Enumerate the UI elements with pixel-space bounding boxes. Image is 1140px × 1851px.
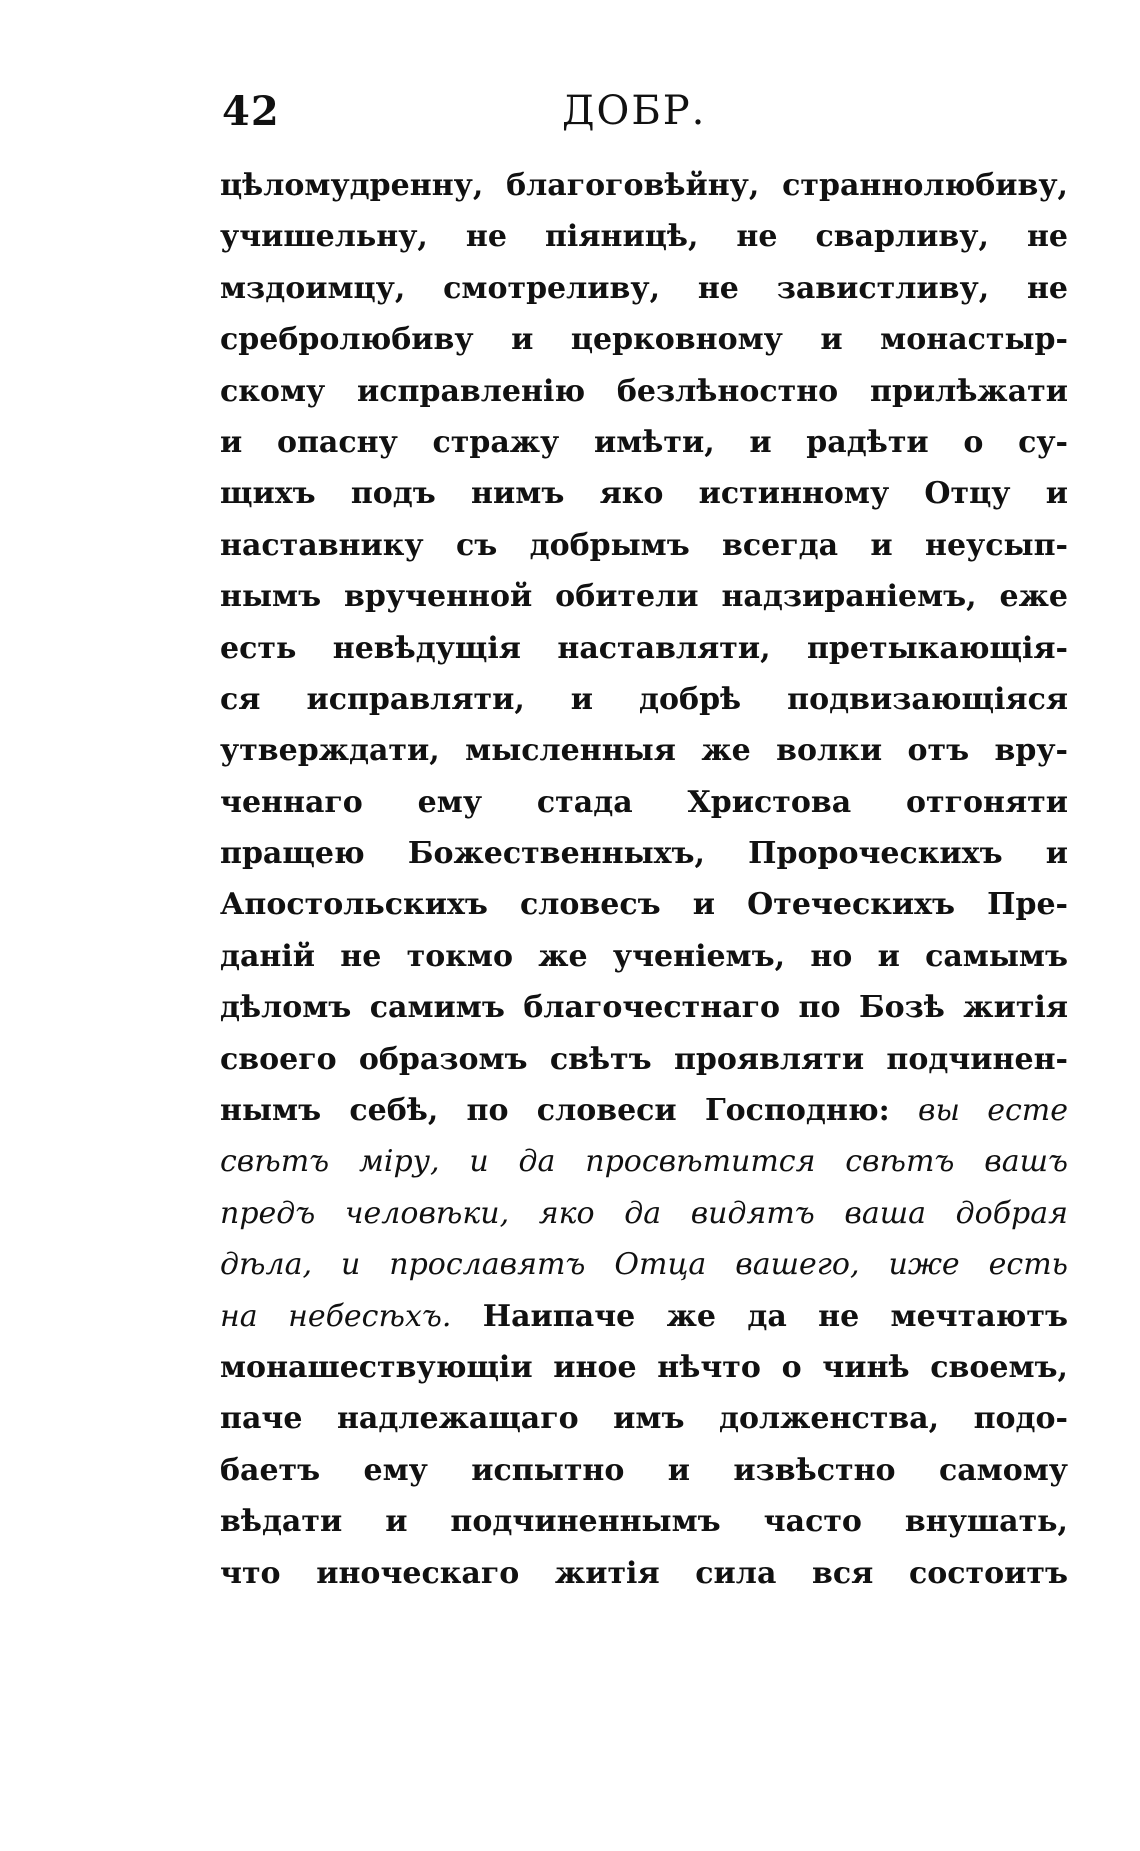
text-line: наставнику съ добрымъ всегда и неусып-	[220, 527, 1068, 563]
text-line: паче надлежащаго имъ долженства, подо-	[220, 1401, 1068, 1437]
text-line-italic: свѣтъ міру, и да просвѣтится свѣтъ вашъ	[220, 1144, 1068, 1180]
text-line: Апостольскихъ словесъ и Отеческихъ Пре-	[220, 887, 1068, 923]
text-line: учишельну, не піяницѣ, не сварливу, не	[220, 219, 1068, 255]
italic-segment: на небесѣхъ.	[220, 1298, 452, 1334]
text-line: сребролюбиву и церковному и монастыр-	[220, 322, 1068, 358]
text-line-italic: предъ человѣки, яко да видятъ ваша добрая	[220, 1195, 1068, 1231]
text-line: нымъ врученной обители надзираніемъ, еже	[220, 579, 1068, 615]
text-line: щихъ подъ нимъ яко истинному Отцу и	[220, 476, 1068, 512]
text-line: цѣломудренну, благоговѣйну, страннолюбиву,	[220, 168, 1068, 203]
page-number: 42	[222, 88, 280, 135]
text-segment: нымъ себѣ, по словеси Господню:	[220, 1093, 890, 1129]
text-line: есть невѣдущія наставляти, претыкающія-	[220, 630, 1068, 666]
text-segment: Наипаче же да не мечтаютъ	[482, 1298, 1069, 1334]
text-line: пращею Божественныхъ, Пророческихъ и	[220, 836, 1068, 872]
text-line: баетъ ему испытно и извѣстно самому	[220, 1452, 1068, 1488]
page-header	[222, 88, 1042, 148]
text-line: мздоимцу, смотреливу, не завистливу, не	[220, 270, 1068, 306]
running-head: ДОБР.	[562, 88, 707, 134]
body-text	[220, 160, 1068, 1599]
text-line: и опасну стражу имѣти, и радѣти о су-	[220, 424, 1068, 460]
text-line: даній не токмо же ученіемъ, но и самымъ	[220, 938, 1068, 974]
text-line: утверждати, мысленныя же волки отъ вру-	[220, 733, 1068, 769]
text-line: ся исправляти, и добрѣ подвизающіяся	[220, 681, 1068, 717]
text-line-mixed	[220, 1085, 1068, 1136]
text-line-italic: дѣла, и прославятъ Отца вашего, иже есть	[220, 1247, 1068, 1283]
text-line: дѣломъ самимъ благочестнаго по Бозѣ житія	[220, 990, 1068, 1026]
text-line: своего образомъ свѣтъ проявляти подчинен-	[220, 1041, 1068, 1077]
text-line-mixed	[220, 1291, 1068, 1342]
text-line: монашествующіи иное нѣчто о чинѣ своемъ,	[220, 1349, 1068, 1385]
text-line: вѣдати и подчиненнымъ часто внушать,	[220, 1504, 1068, 1540]
text-line: ченнаго ему стада Христова отгоняти	[220, 784, 1068, 820]
text-line: что иноческаго житія сила вся состоитъ	[220, 1555, 1068, 1591]
italic-segment: вы есте	[917, 1093, 1069, 1129]
text-line: скому исправленію безлѣностно прилѣжати	[220, 373, 1068, 409]
